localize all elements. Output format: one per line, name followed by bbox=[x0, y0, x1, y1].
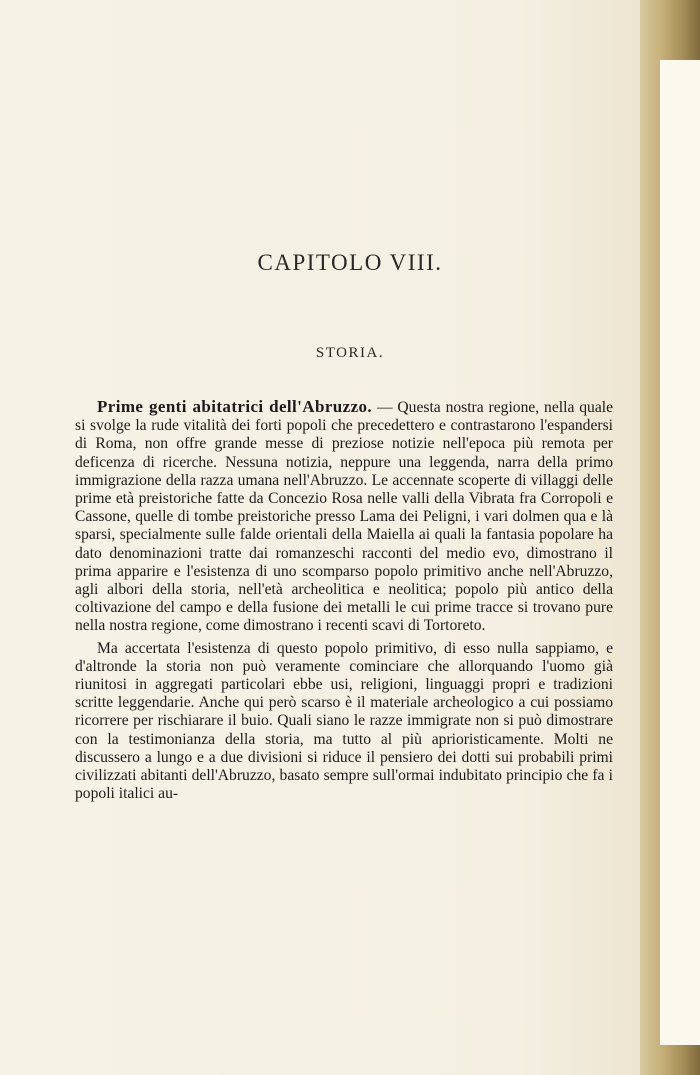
paragraph-1-lead: Prime genti abitatrici dell'Abruzzo. bbox=[97, 397, 373, 416]
section-title: STORIA. bbox=[315, 345, 385, 361]
facing-page-edge bbox=[660, 60, 700, 1045]
paragraph-1-text: — Questa nostra regione, nella quale si svolge la rude vitalità dei forti popoli che precedettero e contrastarono l'espandersi di Roma, non offre grande messe di preziose notizie nell'epoca più remota per deficenza di ricerche. Nessuna notizia, neppure una leggenda, narra della primo immigrazione della razza umana nell'Abruzzo. Le accennate scoperte di villaggi delle prime età preistoriche fatte da Concezio Rosa nelle valli della Vibrata fra Corropoli e Cassone, quelle di tombe preistoriche presso Lama dei Peligni, i vari dolmen qua e là sparsi, specialmente sulle falde orientali della Maiella ai quali la fantasia popolare ha dato denominazioni tratte dai romanzeschi racconti del medio evo, dimostrano il prima apparire e l'esistenza di uno scomparso popolo primitivo anche nell'Abruzzo, agli albori della storia, nell'età archeolitica e neolitica; popolo più antico della coltivazione del campo e della fusione dei metalli le cui prime tracce si trovano pure nella nostra regione, come dimostrano i recenti scavi di Tortoreto. bbox=[75, 399, 613, 635]
body-text bbox=[75, 398, 613, 803]
paragraph-2: Ma accertata l'esistenza di questo popolo primitivo, di esso nulla sappiamo, e d'altronde la storia non può veramente cominciare che allorquando l'uomo già riunitosi in aggregati particolari ebbe usi, religioni, linguaggi propri e tradizioni scritte leggendarie. Anche qui però scarso è il materiale archeologico a cui possiamo ricorrere per rischiarare il buio. Quali siano le razze immigrate non si può dimostrare con la testimonianza della storia, ma tutto al più aprioristicamente. Molti ne discussero a lungo e a due divisioni si riduce il pensiero dei dotti sui probabili primi civilizzati abitanti dell'Abruzzo, basato sempre sull'ormai indubitato principio che fa i popoli italici au- bbox=[75, 639, 613, 803]
paragraph-1 bbox=[75, 398, 613, 636]
chapter-title: CAPITOLO VIII. bbox=[257, 250, 443, 275]
